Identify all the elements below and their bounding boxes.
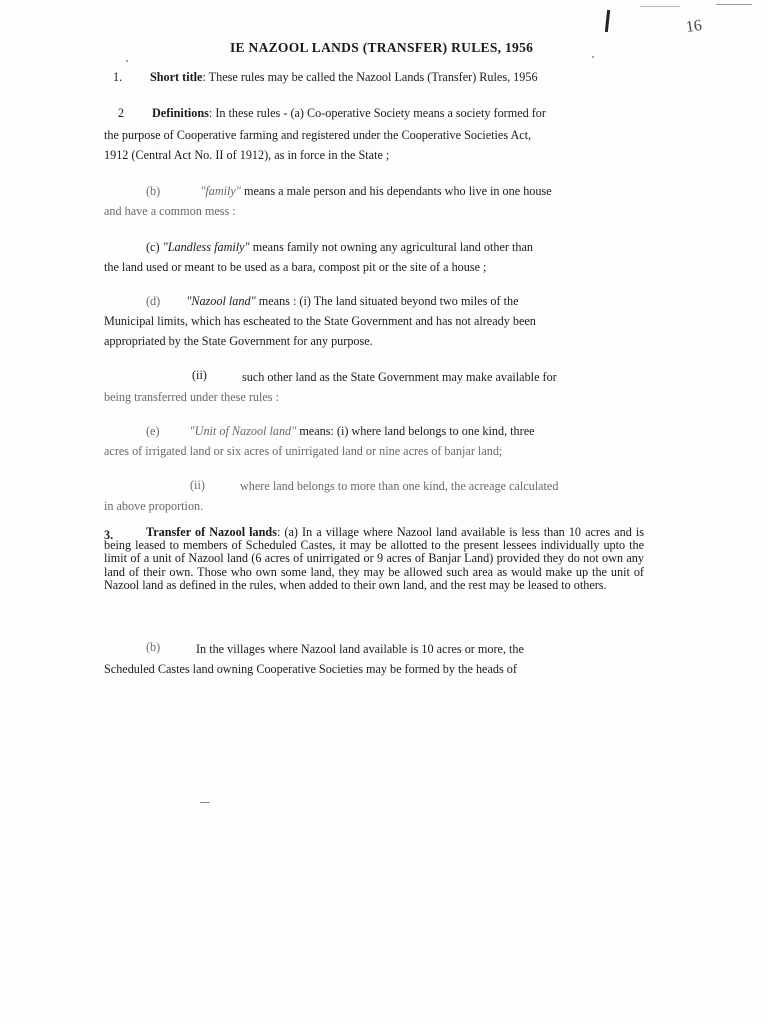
definition-d-continued: appropriated by the State Government for any purpose. xyxy=(104,334,373,348)
definition-e-ii-label: (ii) xyxy=(190,478,205,492)
definition-d-continued: Municipal limits, which has escheated to the State Government and has not already been xyxy=(104,314,536,328)
rule-3-number: 3. xyxy=(104,528,114,542)
definition-d-ii: such other land as the State Government may make available for xyxy=(242,370,557,384)
rule-1-body: : These rules may be called the Nazool Lands (Transfer) Rules, 1956 xyxy=(202,70,538,84)
definition-b: (b) "family" means a male person and his dependants who live in one house xyxy=(146,184,552,198)
definition-d-ii-label: (ii) xyxy=(192,368,207,382)
definition-d-ii-continued: being transferred under these rules : xyxy=(104,390,279,404)
scan-mark xyxy=(640,6,680,7)
rule-2-line: 1912 (Central Act No. II of 1912), as in force in the State ; xyxy=(104,148,390,162)
rule-3-b-label: (b) xyxy=(146,640,161,654)
rule-2-line: the purpose of Cooperative farming and registered under the Cooperative Societies Act, xyxy=(104,128,532,142)
rule-2-number: 2 xyxy=(118,106,125,120)
definition-b-continued: and have a common mess : xyxy=(104,204,236,218)
scan-speck xyxy=(200,802,210,803)
rule-3-a-text: : (a) In a village where Nazool land available is less than 10 acres and is being leased to members of Scheduled Castes, it may be allotted to the present lessees individually upto the limit of a unit of Nazool land (6 acres of unirrigated or 9 acres of Banjar Land) provided they do not own any land of their own. Those who own some land, they may be allowed such area as would make up the unit of Nazool land as defined in the rules, when added to their own land, and the rest may be leased to others. xyxy=(104,525,644,592)
definition-e-ii: where land belongs to more than one kind, the acreage calculated xyxy=(240,479,559,493)
definition-e-ii-continued: in above proportion. xyxy=(104,499,204,513)
rule-1-text xyxy=(150,70,538,85)
scan-speck xyxy=(592,56,594,58)
definition-c: (c) "Landless family" means family not owning any agricultural land other than xyxy=(146,240,533,254)
rule-1-heading: Short title xyxy=(150,70,203,84)
rule-3-b: In the villages where Nazool land available is 10 acres or more, the xyxy=(196,642,524,656)
rule-3-paragraph-a xyxy=(104,526,644,592)
document-title: IE NAZOOL LANDS (TRANSFER) RULES, 1956 xyxy=(230,40,534,55)
definition-d: (d) "Nazool land" means : (i) The land situated beyond two miles of the xyxy=(146,294,519,308)
rule-1-number: 1. xyxy=(113,70,123,84)
definition-e-continued: acres of irrigated land or six acres of unirrigated land or nine acres of banjar land; xyxy=(104,444,503,458)
definition-e: (e) "Unit of Nazool land" means: (i) where land belongs to one kind, three xyxy=(146,424,535,438)
scan-mark xyxy=(716,4,752,5)
rule-2-line: Definitions: In these rules - (a) Co-operative Society means a society formed for xyxy=(152,106,546,120)
definition-c-continued: the land used or meant to be used as a bara, compost pit or the site of a house ; xyxy=(104,260,487,274)
scan-speck xyxy=(126,60,128,62)
rule-3-heading: Transfer of Nazool lands xyxy=(146,525,277,539)
page-number: 16 xyxy=(684,16,704,37)
rule-3-b-continued: Scheduled Castes land owning Cooperative Societies may be formed by the heads of xyxy=(104,662,517,676)
rule-2-heading: Definitions xyxy=(152,106,209,120)
handwritten-stroke xyxy=(605,10,610,32)
